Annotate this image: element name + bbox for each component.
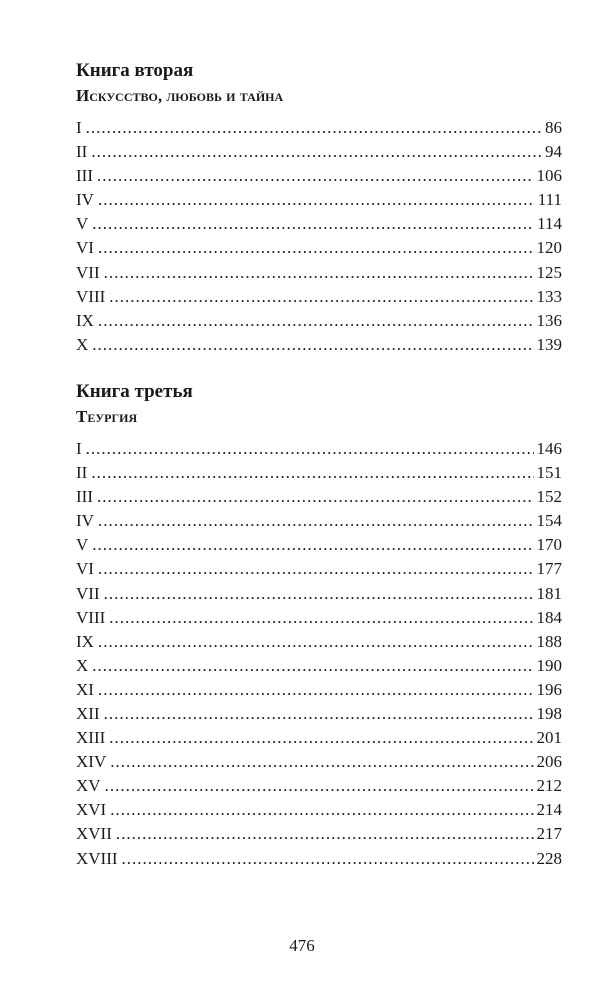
chapter-number: VII [76, 583, 100, 603]
page-reference: 177 [536, 559, 562, 579]
chapter-number: XVIII [76, 848, 118, 868]
book-title: Книга третья [76, 380, 193, 402]
dot-leader [86, 437, 534, 461]
table-of-contents [76, 58, 562, 871]
toc-entry [76, 164, 562, 188]
toc-section [76, 58, 562, 357]
chapter-number: II [76, 142, 88, 162]
page-reference: 190 [536, 655, 562, 675]
page-reference: 133 [536, 286, 562, 306]
chapter-number: XI [76, 679, 94, 699]
chapter-number: III [76, 487, 93, 507]
page-reference: 196 [536, 679, 562, 699]
page-reference: 94 [545, 142, 562, 162]
toc-entry [76, 750, 562, 774]
chapter-number: III [76, 166, 93, 186]
chapter-number: XIII [76, 728, 106, 748]
dot-leader [92, 212, 534, 236]
dot-leader [98, 188, 535, 212]
dot-leader [109, 285, 533, 309]
dot-leader [104, 702, 534, 726]
chapter-number: V [76, 535, 89, 555]
chapter-number: X [76, 334, 89, 354]
toc-entry-list [76, 116, 562, 357]
toc-entry [76, 630, 562, 654]
page-reference: 146 [536, 438, 562, 458]
page-reference: 151 [536, 463, 562, 483]
chapter-number: IX [76, 631, 94, 651]
book-title: Книга вторая [76, 60, 194, 81]
toc-entry [76, 509, 562, 533]
page-reference: 206 [536, 752, 562, 772]
page-reference: 212 [536, 776, 562, 796]
toc-entry [76, 116, 562, 140]
dot-leader [122, 847, 534, 871]
toc-entry [76, 309, 562, 333]
toc-entry [76, 847, 562, 871]
page-reference: 111 [537, 190, 562, 210]
chapter-number: XIV [76, 752, 107, 772]
toc-entry [76, 236, 562, 260]
toc-entry [76, 774, 562, 798]
dot-leader [98, 557, 534, 581]
dot-leader [91, 461, 533, 485]
dot-leader [104, 582, 534, 606]
page-reference: 152 [536, 487, 562, 507]
dot-leader [110, 750, 533, 774]
toc-entry [76, 140, 562, 164]
chapter-number: II [76, 463, 88, 483]
chapter-number: IV [76, 511, 94, 531]
page-reference: 170 [536, 535, 562, 555]
chapter-number: X [76, 655, 89, 675]
dot-leader [98, 678, 534, 702]
toc-entry [76, 557, 562, 581]
toc-entry [76, 461, 562, 485]
chapter-number: VI [76, 559, 94, 579]
dot-leader [116, 822, 534, 846]
page-reference: 214 [536, 800, 562, 820]
page-reference: 86 [545, 118, 562, 137]
page-reference: 201 [536, 728, 562, 748]
dot-leader [98, 630, 534, 654]
toc-entry [76, 702, 562, 726]
toc-entry [76, 798, 562, 822]
chapter-number: V [76, 214, 89, 234]
chapter-number: IV [76, 190, 94, 210]
page-reference: 228 [536, 848, 562, 868]
toc-entry [76, 606, 562, 630]
book-subtitle: Теургия [76, 406, 138, 426]
toc-sections [76, 58, 562, 871]
chapter-number: VIII [76, 607, 106, 627]
page-reference: 139 [536, 334, 562, 354]
toc-entry [76, 582, 562, 606]
dot-leader [109, 726, 533, 750]
toc-section [76, 379, 562, 871]
page-reference: 114 [537, 214, 562, 234]
toc-entry [76, 485, 562, 509]
toc-entry-list [76, 437, 562, 871]
chapter-number: VII [76, 262, 100, 282]
page-reference: 136 [536, 310, 562, 330]
dot-leader [97, 164, 534, 188]
toc-entry [76, 726, 562, 750]
chapter-number: I [76, 118, 82, 137]
toc-entry [76, 437, 562, 461]
page-reference: 198 [536, 703, 562, 723]
toc-entry [76, 533, 562, 557]
toc-entry [76, 654, 562, 678]
page-reference: 125 [536, 262, 562, 282]
chapter-number: XV [76, 776, 101, 796]
dot-leader [91, 140, 542, 164]
page-reference: 106 [536, 166, 562, 186]
dot-leader [104, 261, 534, 285]
dot-leader [98, 309, 534, 333]
chapter-number: VIII [76, 286, 106, 306]
chapter-number: VI [76, 238, 94, 258]
page-reference: 217 [536, 824, 562, 844]
page-reference: 184 [536, 607, 562, 627]
dot-leader [109, 606, 533, 630]
toc-entry [76, 261, 562, 285]
toc-entry [76, 285, 562, 309]
page-reference: 154 [536, 511, 562, 531]
toc-entry [76, 212, 562, 236]
section-gap [76, 357, 562, 379]
toc-entry [76, 188, 562, 212]
dot-leader [98, 509, 534, 533]
dot-leader [86, 116, 542, 140]
dot-leader [92, 654, 533, 678]
chapter-number: XVI [76, 800, 107, 820]
toc-entry [76, 678, 562, 702]
page-number: 476 [289, 936, 315, 955]
dot-leader [97, 485, 534, 509]
chapter-number: XVII [76, 824, 112, 844]
chapter-number: IX [76, 310, 94, 330]
page-reference: 181 [536, 583, 562, 603]
page-reference: 120 [536, 238, 562, 258]
dot-leader [98, 236, 534, 260]
chapter-number: I [76, 438, 82, 458]
dot-leader [92, 333, 533, 357]
dot-leader [92, 533, 533, 557]
toc-entry [76, 822, 562, 846]
page-reference: 188 [536, 631, 562, 651]
dot-leader [105, 774, 534, 798]
dot-leader [110, 798, 533, 822]
book-subtitle: Искусство, любовь и тайна [76, 86, 284, 105]
chapter-number: XII [76, 703, 100, 723]
toc-entry [76, 333, 562, 357]
